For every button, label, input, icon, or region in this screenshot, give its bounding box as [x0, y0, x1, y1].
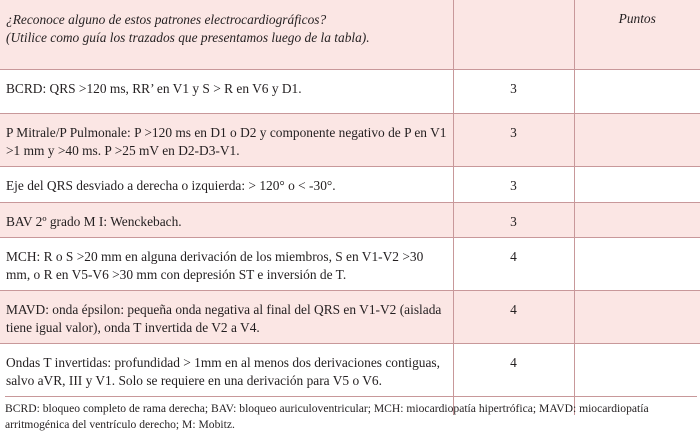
table-header-question: [0, 0, 453, 70]
table-row: [0, 203, 700, 238]
header-question-line2: (Utilice como guía los trazados que presentamos luego de la tabla).: [6, 30, 370, 45]
points-cell: 4: [453, 238, 574, 291]
table-row: [0, 167, 700, 203]
points-cell: 4: [453, 344, 574, 415]
score-cell: [574, 291, 700, 344]
criterion-cell: MAVD: onda épsilon: pequeña onda negativa al final del QRS en V1-V2 (aislada tiene igual valor), onda T invertida de V2 a V4.: [0, 291, 453, 344]
score-cell: [574, 114, 700, 167]
criterion-cell: Eje del QRS desviado a derecha o izquierda: > 120° o < -30°.: [0, 167, 453, 203]
score-cell: [574, 167, 700, 203]
score-cell: [574, 238, 700, 291]
table-row: [0, 114, 700, 167]
criterion-cell: P Mitrale/P Pulmonale: P >120 ms en D1 o D2 y componente negativo de P en V1 >1 mm y >40 ms. P >25 mV en D2-D3-V1.: [0, 114, 453, 167]
points-cell: 3: [453, 203, 574, 238]
table-row: [0, 238, 700, 291]
criterion-cell: BCRD: QRS >120 ms, RR’ en V1 y S > R en V6 y D1.: [0, 70, 453, 114]
table-row: [0, 291, 700, 344]
header-question-line1: ¿Reconoce alguno de estos patrones electrocardiográficos?: [6, 12, 327, 27]
points-cell: 3: [453, 167, 574, 203]
criterion-cell: MCH: R o S >20 mm en alguna derivación de los miembros, S en V1-V2 >30 mm, o R en V5-V6 >30 mm con depresión ST e inversión de T.: [0, 238, 453, 291]
points-cell: 4: [453, 291, 574, 344]
score-cell: [574, 203, 700, 238]
points-cell: 3: [453, 114, 574, 167]
table-footnote: BCRD: bloqueo completo de rama derecha; BAV: bloqueo auriculoventricular; MCH: miocardiopatía hipertrófica; MAVD: miocardiopatía arritmogénica del ventrículo derecho; M: Mobitz.: [5, 396, 697, 432]
table-header-empty-cell: [453, 0, 574, 70]
table-header-points: Puntos: [574, 0, 700, 70]
table-header-row: [0, 0, 700, 70]
criterion-cell: BAV 2º grado M I: Wenckebach.: [0, 203, 453, 238]
table-row: [0, 70, 700, 114]
score-cell: [574, 70, 700, 114]
criterion-cell: Ondas T invertidas: profundidad > 1mm en al menos dos derivaciones contiguas, salvo aVR, III y V1. Solo se requiere en una derivación para V5 o V6.: [0, 344, 453, 415]
points-cell: 3: [453, 70, 574, 114]
